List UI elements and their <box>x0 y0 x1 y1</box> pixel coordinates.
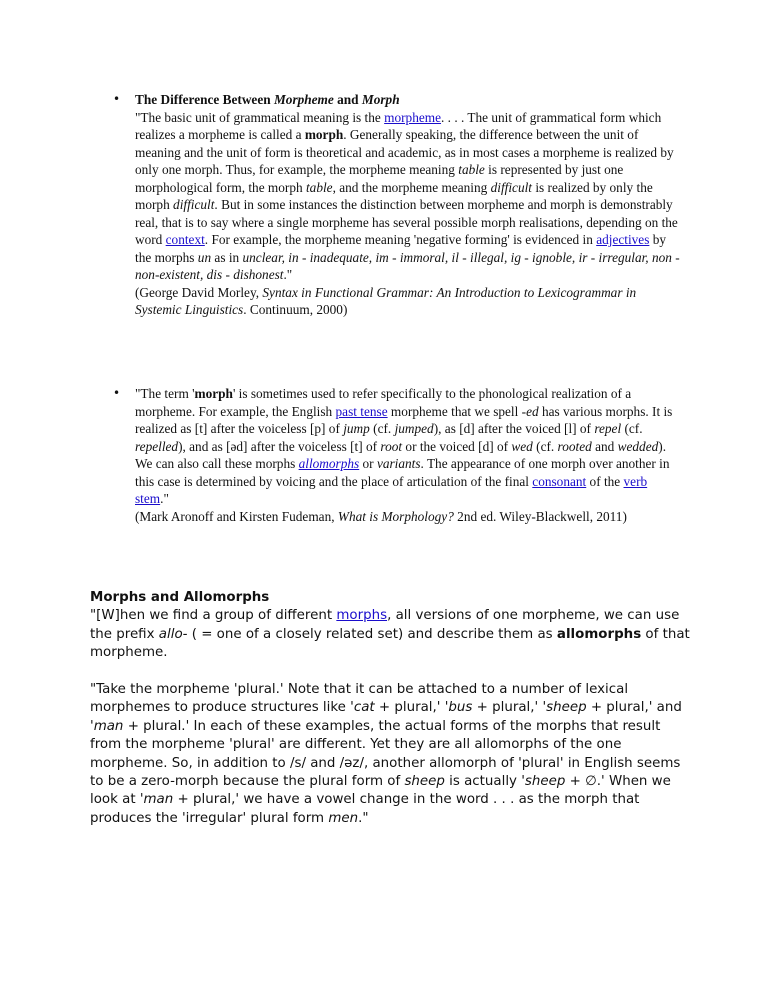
quote-paragraph: "The basic unit of grammatical meaning is the morpheme. . . . The unit of grammatical form which realizes a morpheme is called a morph. Generally speaking, the difference between the unit of meaning and the unit of form is theoretical and academic, as in most cases a morpheme is realized by only one morph. Thus, for example, the morpheme meaning table is represented by just one morphological form, the morph table, and the morpheme meaning difficult is realized by only the morph difficult. But in some instances the distinction between morpheme and morph is demonstrably real, that is to say where a single morpheme has several possible morph realisations, depending on the word context. For example, the morpheme meaning 'negative forming' is evidenced in adjectives by the morphs un as in unclear, in - inadequate, im - immoral, il - illegal, ig - ignoble, ir - irregular, non - non-existent, dis - dishonest." <box>135 109 680 282</box>
bullet-icon: • <box>113 92 121 106</box>
link-verb[interactable]: verb <box>623 473 648 489</box>
section-heading: Morphs and Allomorphs <box>90 590 270 605</box>
link-stem[interactable]: stem <box>135 491 161 506</box>
link-allomorphs[interactable]: allomorphs <box>298 456 360 471</box>
link-adjectives[interactable]: adjectives <box>596 232 650 247</box>
bullet-item-term-morph <box>113 385 683 525</box>
bullet-item-morpheme-vs-morph <box>113 91 683 319</box>
link-context[interactable]: context <box>165 232 205 247</box>
link-consonant[interactable]: consonant <box>532 473 587 489</box>
link-past-tense[interactable]: past tense <box>335 403 388 419</box>
bullet-icon: • <box>113 386 121 400</box>
paragraph-2: "Take the morpheme 'plural.' Note that it can be attached to a number of lexical morphemes to produce structures like 'cat + plural,' 'bus + plural,' 'sheep + plural,' and 'man + plural.' In each of these examples, the actual forms of the morphs that result from the morpheme 'plural' are different. Yet they are all allomorphs of the one morpheme. So, in addition to /s/ and /əz/, another allomorph of 'plural' in English seems to be a zero-morph because the plural form of sheep is actually 'sheep + ∅.' When we look at 'man + plural,' we have a vowel change in the word . . . as the morph that produces the 'irregular' plural form men." <box>90 682 682 826</box>
citation: (George David Morley, Syntax in Functional Grammar: An Introduction to Lexicogrammar in Systemic Linguistics. Continuum, 2000) <box>135 284 637 317</box>
paragraph-1: "[W]hen we find a group of different morphs, all versions of one morpheme, we can use the prefix allo- ( = one of a closely related set) and describe them as allomorphs of that morpheme. <box>90 608 690 661</box>
link-morphs[interactable]: morphs <box>336 608 388 624</box>
section-morphs-allomorphs <box>90 589 690 828</box>
quote-paragraph: "The term 'morph' is sometimes used to refer specifically to the phonological realization of a morpheme. For example, the English past tense morpheme that we spell -ed has various morphs. It is realized as [t] after the voiceless [p] of jump (cf. jumped), as [d] after the voiced [l] of repel (cf. repelled), and as [əd] after the voiceless [t] of root or the voiced [d] of wed (cf. rooted and wedded). We can also call these morphs allomorphs or variants. The appearance of one morph over another in this case is determined by voicing and the place of articulation of the final consonant of the verb stem." <box>135 386 673 506</box>
citation: (Mark Aronoff and Kirsten Fudeman, What is Morphology? 2nd ed. Wiley-Blackwell, 2011) <box>135 508 627 524</box>
bullet-heading: The Difference Between Morpheme and Morph <box>135 92 400 107</box>
link-morpheme[interactable]: morpheme <box>384 109 442 125</box>
